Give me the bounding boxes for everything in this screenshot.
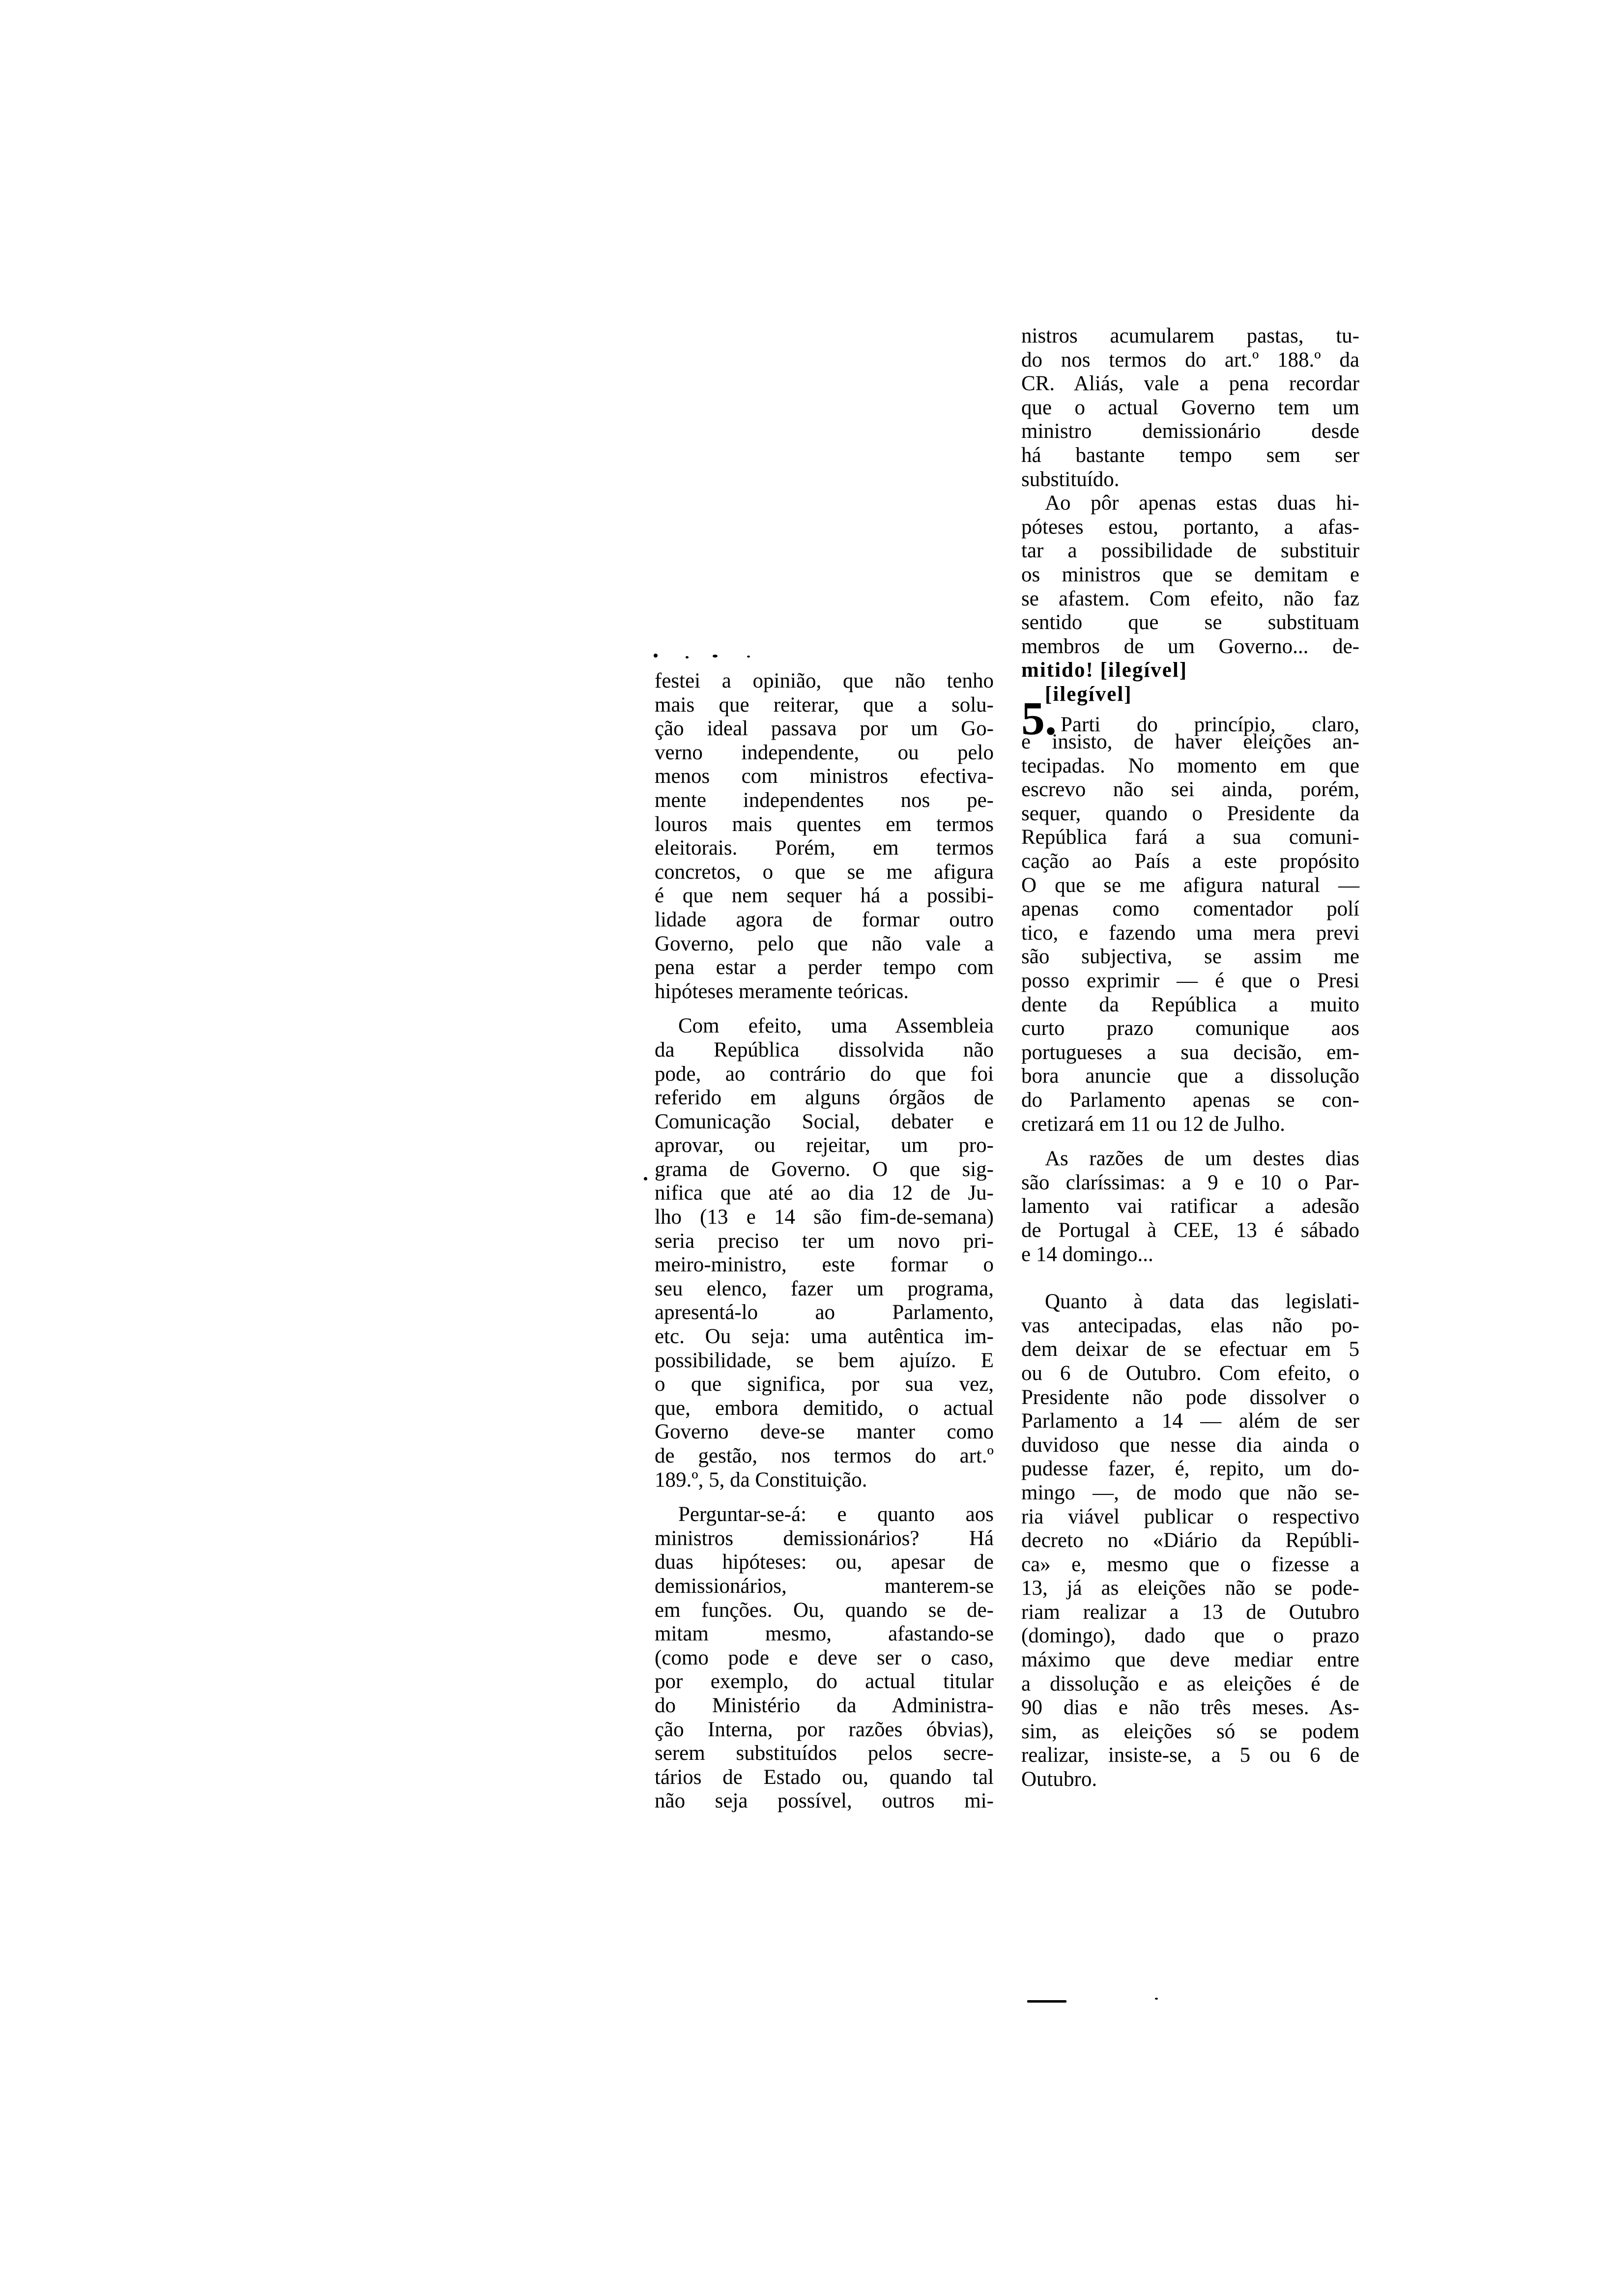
text-line: 189.º, 5, da Constituição. <box>655 1468 867 1492</box>
scan-artifact <box>747 656 750 658</box>
text-line: duas hipóteses: ou, apesar de <box>655 1550 994 1574</box>
scan-artifact <box>1027 2000 1066 2003</box>
text-line: Presidente não pode dissolver o <box>1021 1385 1359 1409</box>
text-line: pode, ao contrário do que foi <box>655 1062 994 1086</box>
text-line: Governo, pelo que não vale a <box>655 932 994 955</box>
paragraph-gap <box>1021 1136 1359 1147</box>
text-line: etc. Ou seja: uma autêntica im- <box>655 1325 994 1349</box>
text-line: a dissolução e as eleições é de <box>1021 1672 1359 1695</box>
text-line: eleitorais. Porém, em termos <box>655 836 994 860</box>
text-line: Governo deve-se manter como <box>655 1420 994 1444</box>
paragraph <box>1021 324 1359 491</box>
text-line: ministros demissionários? Há <box>655 1526 994 1550</box>
illegible-text-line: mitido! [ilegível] <box>1021 659 1188 682</box>
text-line: Com efeito, uma Assembleia <box>678 1014 994 1038</box>
text-line: apresentá-lo ao Parlamento, <box>655 1301 994 1324</box>
text-line: bora anuncie que a dissolução <box>1021 1064 1359 1088</box>
text-line: ca» e, mesmo que o fizesse a <box>1021 1552 1359 1576</box>
left-column <box>655 669 994 1813</box>
text-line: cretizará em 11 ou 12 de Julho. <box>1021 1112 1285 1136</box>
text-line: Parti do princípio, claro, <box>1061 713 1359 736</box>
section-number: 5. <box>1021 691 1057 745</box>
text-line: não seja possível, outros mi- <box>655 1789 994 1813</box>
text-line: de Portugal à CEE, 13 é sábado <box>1021 1218 1359 1242</box>
text-line: louros mais quentes em termos <box>655 812 994 836</box>
paragraph <box>655 1503 994 1813</box>
text-line: do Ministério da Administra- <box>655 1693 994 1717</box>
text-line: aprovar, ou rejeitar, um pro- <box>655 1134 994 1157</box>
text-line: realizar, insiste-se, a 5 ou 6 de <box>1021 1744 1359 1767</box>
scan-artifact <box>644 1177 647 1180</box>
text-line: 90 dias e não três meses. As- <box>1021 1696 1359 1720</box>
text-line: duvidoso que nesse dia ainda o <box>1021 1433 1359 1457</box>
text-line: possibilidade, se bem ajuízo. E <box>655 1349 994 1372</box>
text-line: seu elenco, fazer um programa, <box>655 1277 994 1300</box>
text-line: ou 6 de Outubro. Com efeito, o <box>1021 1361 1359 1385</box>
text-line: tar a possibilidade de substituir <box>1021 539 1359 563</box>
scan-artifact <box>686 656 689 659</box>
text-line: tecipadas. No momento em que <box>1021 754 1359 777</box>
text-line: nistros acumularem pastas, tu- <box>1021 324 1359 347</box>
text-line: Quanto à data das legislati- <box>1045 1290 1359 1314</box>
text-line: serem substituídos pelos secre- <box>655 1742 994 1765</box>
paragraph <box>1021 1147 1359 1266</box>
text-line: por exemplo, do actual titular <box>655 1670 994 1693</box>
text-line: mitam mesmo, afastando-se <box>655 1622 994 1646</box>
illegible-text-line: [ilegível] <box>1045 682 1132 706</box>
text-line: de gestão, nos termos do art.º <box>655 1444 994 1467</box>
text-line: ção Interna, por razões óbvias), <box>655 1718 994 1741</box>
text-line: tários de Estado ou, quando tal <box>655 1765 994 1789</box>
scan-artifact <box>1155 1998 1158 2000</box>
text-line: apenas como comentador polí <box>1021 897 1359 921</box>
text-line: (domingo), dado que o prazo <box>1021 1624 1359 1648</box>
text-line: sim, as eleições só se podem <box>1021 1720 1359 1743</box>
text-line: que, embora demitido, o actual <box>655 1396 994 1420</box>
text-line: póteses estou, portanto, a afas- <box>1021 515 1359 539</box>
text-line: pena estar a perder tempo com <box>655 956 994 979</box>
text-line: mais que reiterar, que a solu- <box>655 693 994 717</box>
paragraph <box>1021 1290 1359 1791</box>
text-line: concretos, o que se me afigura <box>655 860 994 884</box>
text-line: nifica que até ao dia 12 de Ju- <box>655 1181 994 1205</box>
text-line: ção ideal passava por um Go- <box>655 717 994 741</box>
text-line: há bastante tempo sem ser <box>1021 443 1359 467</box>
text-line: em funções. Ou, quando se de- <box>655 1598 994 1622</box>
text-line: Ao pôr apenas estas duas hi- <box>1045 491 1359 515</box>
text-line: do nos termos do art.º 188.º da <box>1021 348 1359 372</box>
text-line: são subjectiva, se assim me <box>1021 945 1359 969</box>
text-line: República fará a sua comuni- <box>1021 826 1359 849</box>
text-line: referido em alguns órgãos de <box>655 1086 994 1110</box>
text-line: substituído. <box>1021 467 1120 491</box>
text-line: dem deixar de se efectuar em 5 <box>1021 1338 1359 1361</box>
text-line: sequer, quando o Presidente da <box>1021 802 1359 825</box>
text-line: festei a opinião, que não tenho <box>655 669 994 692</box>
text-line: Perguntar-se-á: e quanto aos <box>678 1503 994 1526</box>
text-line: do Parlamento apenas se con- <box>1021 1089 1359 1112</box>
text-line: hipóteses meramente teóricas. <box>655 979 909 1003</box>
text-line: o que significa, por sua vez, <box>655 1373 994 1396</box>
text-line: Parlamento a 14 — além de ser <box>1021 1409 1359 1433</box>
text-line: da República dissolvida não <box>655 1038 994 1062</box>
text-line: dente da República a muito <box>1021 993 1359 1016</box>
text-line: máximo que deve mediar entre <box>1021 1648 1359 1672</box>
text-line: O que se me afigura natural — <box>1021 873 1359 897</box>
text-line: escrevo não sei ainda, porém, <box>1021 778 1359 802</box>
text-line: se afastem. Com efeito, não faz <box>1021 587 1359 610</box>
text-line: lidade agora de formar outro <box>655 908 994 931</box>
text-line: tico, e fazendo uma mera previ <box>1021 921 1359 945</box>
text-line: grama de Governo. O que sig- <box>655 1157 994 1181</box>
text-line: vas antecipadas, elas não po- <box>1021 1314 1359 1337</box>
text-line: Comunicação Social, debater e <box>655 1110 994 1133</box>
text-line: menos com ministros efectiva- <box>655 765 994 788</box>
text-line: 13, já as eleições não se pode- <box>1021 1577 1359 1600</box>
text-line: ria viável publicar o respectivo <box>1021 1505 1359 1528</box>
text-line: As razões de um destes dias <box>1045 1147 1359 1171</box>
text-line: mingo —, de modo que não se- <box>1021 1481 1359 1504</box>
scan-artifact <box>713 655 718 658</box>
text-line: riam realizar a 13 de Outubro <box>1021 1600 1359 1624</box>
text-line: posso exprimir — é que o Presi <box>1021 969 1359 993</box>
text-line: e insisto, de haver eleições an- <box>1021 730 1359 754</box>
text-line: pudesse fazer, é, repito, um do- <box>1021 1457 1359 1481</box>
text-line: são claríssimas: a 9 e 10 o Par- <box>1021 1171 1359 1194</box>
text-line: é que nem sequer há a possibi- <box>655 884 994 908</box>
text-line: membros de um Governo... de- <box>1021 634 1359 658</box>
scan-artifact <box>654 654 658 658</box>
text-line: mente independentes nos pe- <box>655 788 994 812</box>
text-line: decreto no «Diário da Repúbli- <box>1021 1529 1359 1552</box>
text-line: verno independente, ou pelo <box>655 741 994 764</box>
paragraph-gap <box>1021 1266 1359 1290</box>
right-column <box>1021 324 1359 1792</box>
text-line: curto prazo comunique aos <box>1021 1017 1359 1040</box>
paragraph <box>655 669 994 1004</box>
text-line: que o actual Governo tem um <box>1021 396 1359 419</box>
text-line: sentido que se substituam <box>1021 611 1359 634</box>
text-line: (como pode e deve ser o caso, <box>655 1646 994 1669</box>
text-line: ministro demissionário desde <box>1021 420 1359 443</box>
text-line: seria preciso ter um novo pri- <box>655 1229 994 1253</box>
text-line: e 14 domingo... <box>1021 1242 1153 1266</box>
text-line: lamento vai ratificar a adesão <box>1021 1195 1359 1218</box>
text-line: demissionários, manterem-se <box>655 1574 994 1598</box>
text-line: cação ao País a este propósito <box>1021 850 1359 873</box>
paragraph-gap <box>655 1004 994 1014</box>
paragraph-gap <box>655 1492 994 1503</box>
text-line: os ministros que se demitam e <box>1021 563 1359 586</box>
text-line: lho (13 e 14 são fim-de-semana) <box>655 1205 994 1229</box>
text-line: meiro-ministro, este formar o <box>655 1253 994 1277</box>
text-line: Outubro. <box>1021 1768 1097 1791</box>
paragraph <box>655 1014 994 1492</box>
paragraph <box>1021 491 1359 706</box>
text-line: portugueses a sua decisão, em- <box>1021 1040 1359 1064</box>
text-line: CR. Aliás, vale a pena recordar <box>1021 372 1359 396</box>
